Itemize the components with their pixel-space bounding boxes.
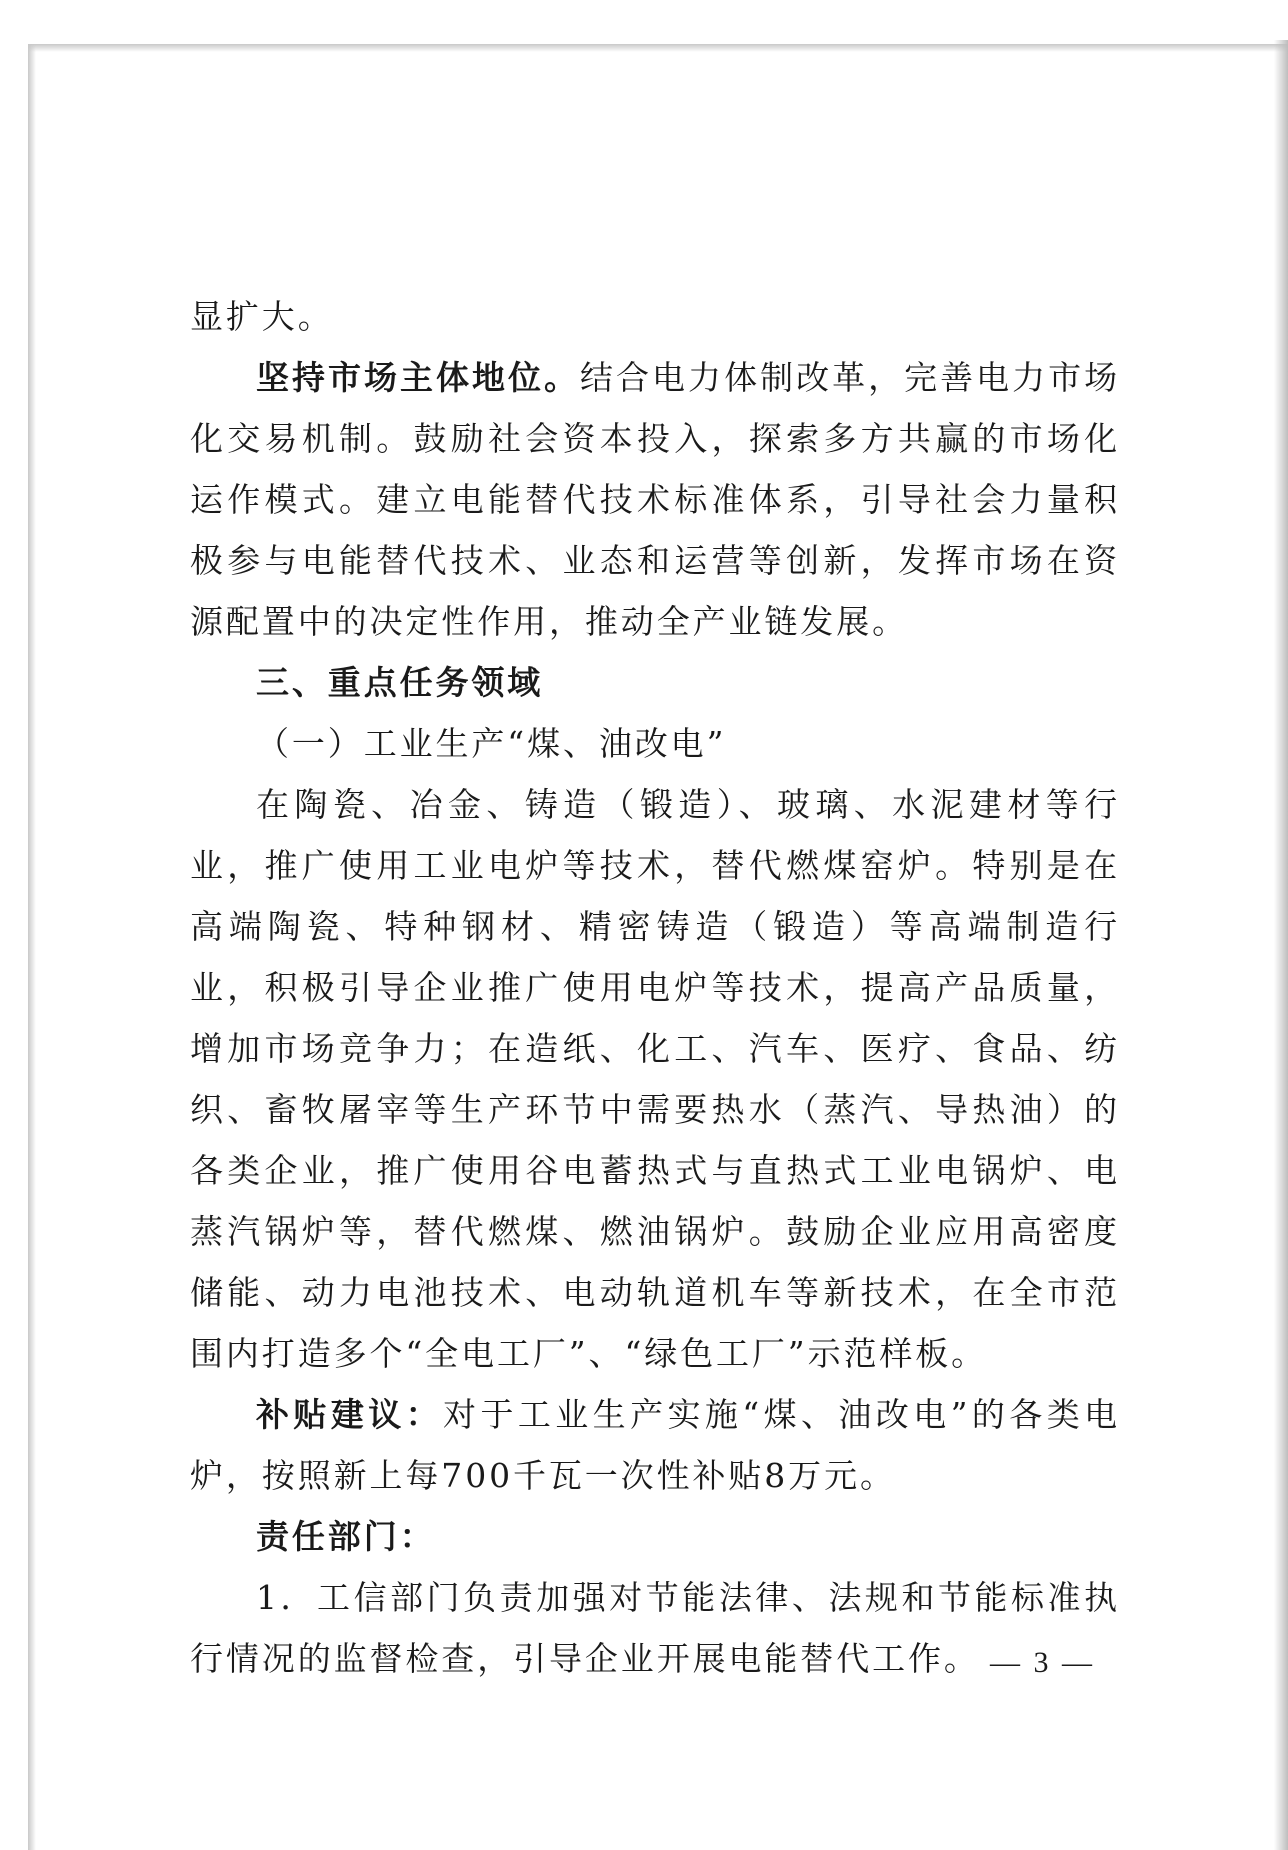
industry-paragraph: 在陶瓷、冶金、铸造（锻造）、玻璃、水泥建材等行业，推广使用工业电炉等技术，替代燃煤窑炉。特别是在高端陶瓷、特种钢材、精密铸造（锻造）等高端制造行业，积极引导企业推广使用电炉等技术，提高产品质量，增加市场竞争力；在造纸、化工、汽车、医疗、食品、纺织、畜牧屠宰等生产环节中需要热水（蒸汽、导热油）的各类企业，推广使用谷电蓄热式与直热式工业电锅炉、电蒸汽锅炉等，替代燃煤、燃油锅炉。鼓励企业应用高密度储能、动力电池技术、电动轨道机车等新技术，在全市范围内打造多个“全电工厂”、“绿色工厂”示范样板。 [190, 785, 1120, 1373]
page-number: — 3 — [990, 1646, 1095, 1679]
market-text: 结合电力体制改革，完善电力市场化交易机制。鼓励社会资本投入，探索多方共赢的市场化运作模式。建立电能替代技术标准体系，引导社会力量积极参与电能替代技术、业态和运营等创新，发挥市场在资源配置中的决定性作用，推动全产业链发展。 [190, 358, 1121, 641]
scan-edge-top [28, 44, 1288, 52]
section-heading: 三、重点任务领域 [256, 663, 544, 702]
scan-edge-right [1274, 40, 1288, 1850]
scan-edge-left [28, 44, 36, 1850]
subsection-heading: （一）工业生产“煤、油改电” [256, 724, 727, 763]
responsibility-heading: 责任部门： [256, 1517, 436, 1556]
market-lead: 坚持市场主体地位。 [256, 358, 581, 397]
market-paragraph [190, 347, 1120, 652]
document-body [190, 286, 1120, 1689]
subsidy-lead: 补贴建议： [256, 1395, 444, 1434]
continuation-text: 显扩大。 [190, 297, 334, 336]
subsidy-paragraph [190, 1384, 1120, 1506]
responsibility-item-1: 1．工信部门负责加强对节能法律、法规和节能标准执行情况的监督检查，引导企业开展电能替代工作。 [190, 1578, 1120, 1678]
subsidy-text: 对于工业生产实施“煤、油改电”的各类电炉，按照新上每700千瓦一次性补贴8万元。 [190, 1395, 1121, 1495]
